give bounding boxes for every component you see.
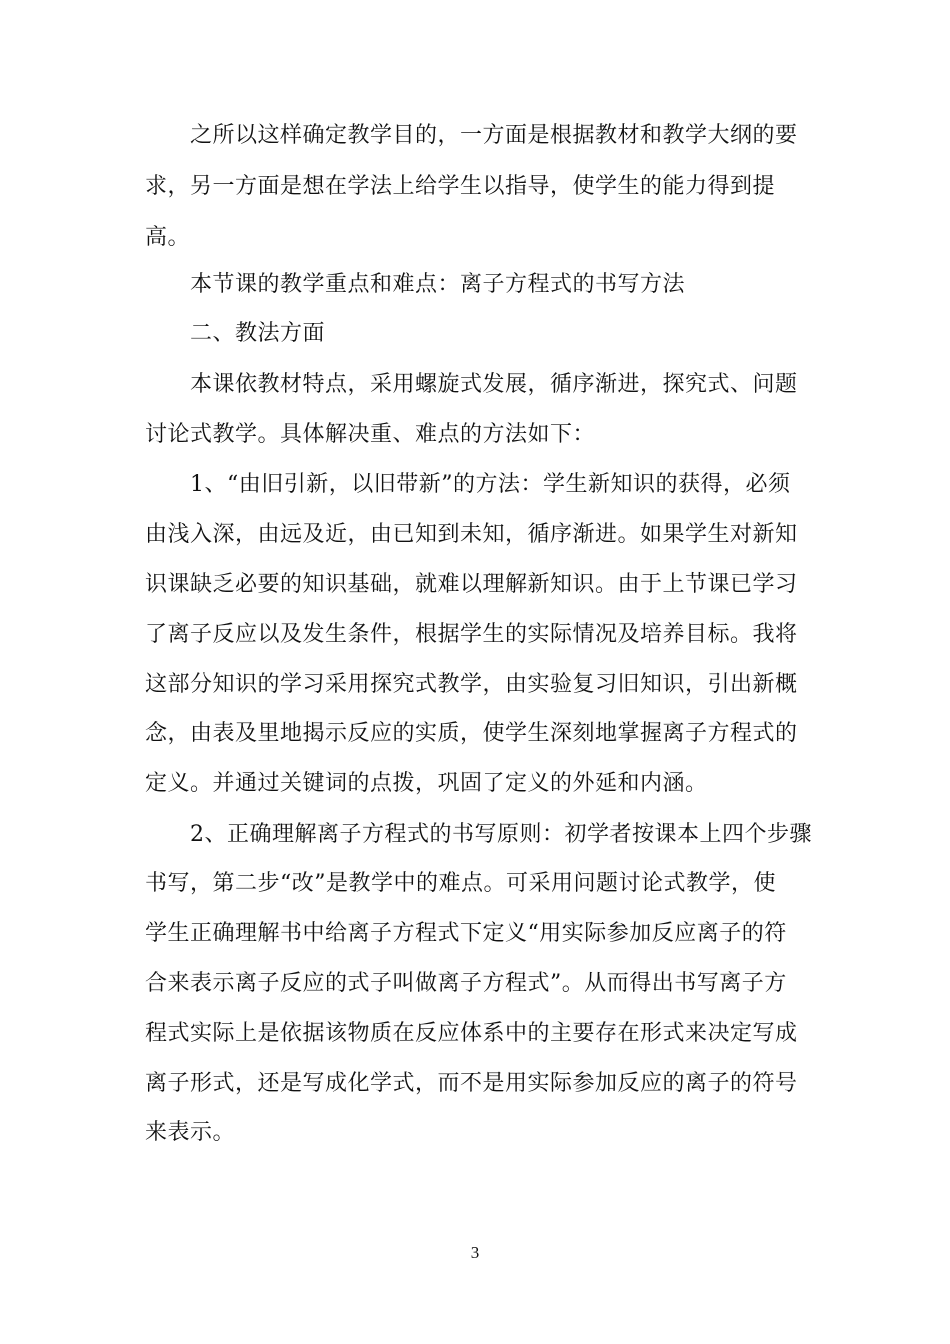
text-line: 学生正确理解书中给离子方程式下定义“用实际参加反应离子的符	[145, 921, 787, 946]
text-line: 定义。并通过关键词的点拨，巩固了定义的外延和内涵。	[145, 771, 708, 796]
page-number: 3	[470, 1243, 480, 1262]
text-line: 合来表示离子反应的式子叫做离子方程式”。从而得出书写离子方	[145, 971, 787, 996]
text-line: 这部分知识的学习采用探究式教学，由实验复习旧知识，引出新概	[145, 672, 798, 697]
text-line: 本节课的教学重点和难点：离子方程式的书写方法	[190, 272, 686, 297]
text-line: 讨论式教学。具体解决重、难点的方法如下：	[145, 422, 596, 447]
text-line: 念，由表及里地揭示反应的实质，使学生深刻地掌握离子方程式的	[145, 721, 798, 746]
text-line: 2、正确理解离子方程式的书写原则：初学者按课本上四个步骤	[190, 822, 812, 847]
text-line: 高。	[145, 225, 191, 250]
text-line: 之所以这样确定教学目的，一方面是根据教材和教学大纲的要	[190, 123, 798, 148]
text-line: 1、“由旧引新，以旧带新”的方法：学生新知识的获得，必须	[190, 472, 791, 497]
section-heading: 二、教法方面	[190, 321, 326, 346]
text-line: 书写，第二步“改”是教学中的难点。可采用问题讨论式教学，使	[145, 871, 776, 896]
text-line: 来表示。	[145, 1120, 236, 1145]
text-line: 了离子反应以及发生条件，根据学生的实际情况及培养目标。我将	[145, 622, 798, 647]
text-line: 本课依教材特点，采用螺旋式发展，循序渐进，探究式、问题	[190, 372, 798, 397]
text-line: 识课缺乏必要的知识基础，就难以理解新知识。由于上节课已学习	[145, 572, 798, 597]
text-line: 由浅入深，由远及近，由已知到未知，循序渐进。如果学生对新知	[145, 522, 798, 547]
text-line: 程式实际上是依据该物质在反应体系中的主要存在形式来决定写成	[145, 1021, 798, 1046]
text-line: 离子形式，还是写成化学式，而不是用实际参加反应的离子的符号	[145, 1071, 798, 1096]
text-line: 求，另一方面是想在学法上给学生以指导，使学生的能力得到提	[145, 174, 776, 199]
